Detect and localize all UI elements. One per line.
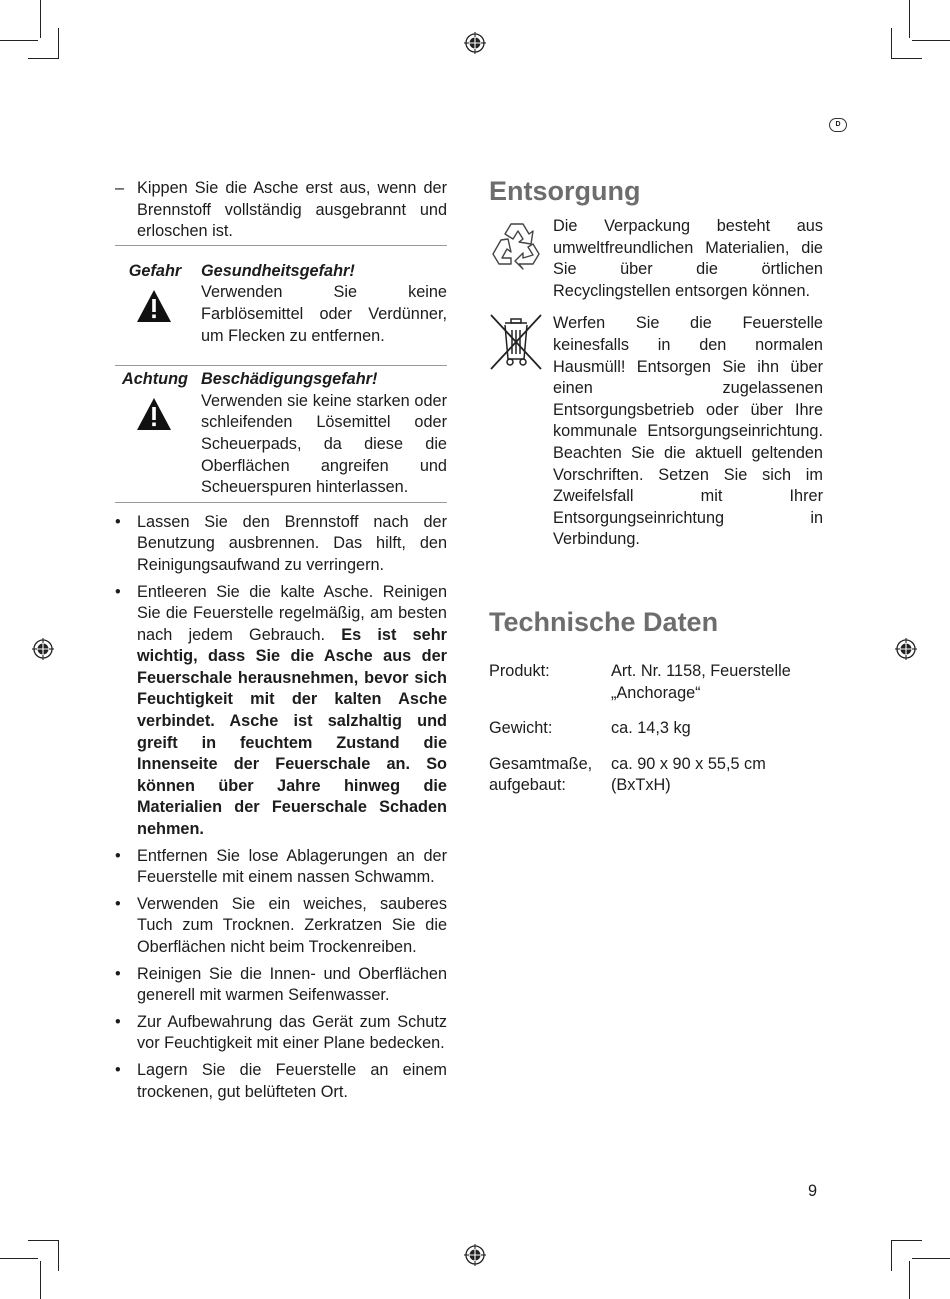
disposal-device-text: Werfen Sie die Feuerstelle keinesfalls in den normalen Hausmüll! Entsorgen Sie ihn über einen zugelassenen Entsorgungsbetrieb oder über Ihre kommunale Entsorgungseinrichtung. Beachten Sie die aktuell geltenden Vorschriften. Setzen Sie sich im Zweifelsfall mit Ihrer Entsorgungseinrichtung in Verbindung. [553, 314, 823, 549]
spec-row [489, 718, 823, 740]
warning-triangle-icon [136, 397, 172, 431]
registration-target-icon [464, 32, 486, 54]
spec-key: Gesamtmaße, aufgebaut: [489, 754, 593, 795]
registration-target-icon [464, 1244, 486, 1266]
warning-box-gefahr [115, 261, 447, 347]
spec-row [489, 754, 823, 797]
section-heading-disposal: Entsorgung [489, 176, 641, 206]
language-badge: D [829, 118, 847, 132]
registration-target-icon [895, 638, 917, 660]
bullet-marker: • [115, 1060, 121, 1079]
section-heading-specs: Technische Daten [489, 606, 719, 637]
list-item-bold-text: Es ist sehr wichtig, dass Sie die Asche aus der Feuerschale herausnehmen, bevor sich Feuchtigkeit mit der kalten Asche verbindet. Asche ist salzhaltig und greift in feuchtem Zustand die Innenseite der Feuerschale an. So können über Jahre hinweg die Materialien der Feuerschale Schaden nehmen. [137, 625, 447, 839]
crop-mark [891, 58, 922, 59]
bullet-marker: • [115, 894, 121, 913]
dash-marker: – [115, 179, 125, 197]
list-item [115, 178, 447, 243]
list-item [115, 846, 447, 889]
divider [115, 245, 447, 246]
crop-mark [0, 1258, 38, 1259]
crop-mark [891, 1240, 922, 1241]
bullet-marker: • [115, 582, 121, 601]
spec-row [489, 661, 823, 704]
list-item [115, 894, 447, 959]
disposal-packaging [489, 216, 823, 302]
bullet-marker: • [115, 846, 121, 865]
crop-mark [912, 40, 950, 41]
crop-mark [909, 1261, 910, 1299]
recycle-icon [489, 218, 547, 274]
list-item [115, 582, 447, 841]
bullet-marker: • [115, 964, 121, 983]
crop-mark [40, 0, 41, 38]
warning-title: Beschädigungsgefahr! [201, 370, 378, 389]
spec-value: Art. Nr. 1158, Feuerstelle „Anchorage“ [611, 661, 791, 702]
list-item-text: Lagern Sie die Feuerstelle an einem trockenen, gut belüfteten Ort. [137, 1060, 447, 1101]
list-item-text: Zur Aufbewahrung das Gerät zum Schutz vor Feuchtigkeit mit einer Plane bedecken. [137, 1012, 447, 1053]
list-item-regular-text: Entleeren Sie die kalte Asche. Reinigen Sie die Feuerstelle regelmäßig, am besten nach jedem Gebrauch. [137, 582, 447, 644]
spec-value: ca. 14,3 kg [611, 719, 691, 738]
crop-mark [28, 58, 59, 59]
list-item [115, 964, 447, 1007]
warning-box-achtung [115, 369, 447, 499]
list-item-text: Kippen Sie die Asche erst aus, wenn der Brennstoff vollständig ausgebrannt und erloschen ist. [137, 179, 447, 241]
right-column [489, 174, 823, 797]
crop-mark [40, 1261, 41, 1299]
divider [115, 365, 447, 366]
divider [115, 502, 447, 503]
list-item [115, 1060, 447, 1103]
crop-mark [58, 28, 59, 59]
bullet-marker: • [115, 512, 121, 531]
warning-label: Achtung [121, 370, 188, 389]
warning-triangle-icon [136, 289, 172, 323]
warning-title: Gesundheitsgefahr! [201, 261, 355, 280]
left-column [115, 178, 447, 1103]
spec-value: ca. 90 x 90 x 55,5 cm (BxTxH) [611, 754, 766, 795]
crop-mark [58, 1240, 59, 1271]
list-item [115, 512, 447, 577]
list-item-text: Verwenden Sie ein weiches, sauberes Tuch zum Trocknen. Zerkratzen Sie die Oberflächen nicht beim Trockenreiben. [137, 894, 447, 956]
bullet-marker: • [115, 1012, 121, 1031]
warning-text: Verwenden Sie keine Farblösemittel oder Verdünner, um Flecken zu entfernen. [201, 283, 447, 345]
crop-mark [28, 1240, 59, 1241]
crop-mark [891, 1240, 892, 1271]
crop-mark [912, 1258, 950, 1259]
list-item-text: Reinigen Sie die Innen- und Oberflächen generell mit warmen Seifenwasser. [137, 964, 447, 1005]
spec-key: Gewicht: [489, 719, 553, 738]
crop-mark [909, 0, 910, 38]
warning-text: Verwenden sie keine starken oder schleifenden Lösemittel oder Scheuerpads, da diese die Oberflächen angreifen und Scheuerspuren hinterlassen. [201, 391, 447, 497]
list-item-text [137, 582, 447, 841]
list-item-text: Entfernen Sie lose Ablagerungen an der Feuerstelle mit einem nassen Schwamm. [137, 846, 447, 887]
registration-target-icon [32, 638, 54, 660]
disposal-device [489, 313, 823, 551]
disposal-packaging-text: Die Verpackung besteht aus umweltfreundlichen Materialien, die Sie über die örtlichen Recyclingstellen entsorgen können. [553, 217, 823, 300]
list-item [115, 1012, 447, 1055]
page-number: 9 [808, 1182, 818, 1200]
crossed-out-bin-icon [489, 313, 543, 371]
warning-label: Gefahr [128, 261, 182, 280]
crop-mark [891, 28, 892, 59]
specs-table [489, 661, 823, 797]
crop-mark [0, 40, 38, 41]
list-item-text: Lassen Sie den Brennstoff nach der Benutzung ausbrennen. Das hilft, den Reinigungsaufwand zu verringern. [137, 512, 447, 574]
spec-key: Produkt: [489, 661, 550, 680]
